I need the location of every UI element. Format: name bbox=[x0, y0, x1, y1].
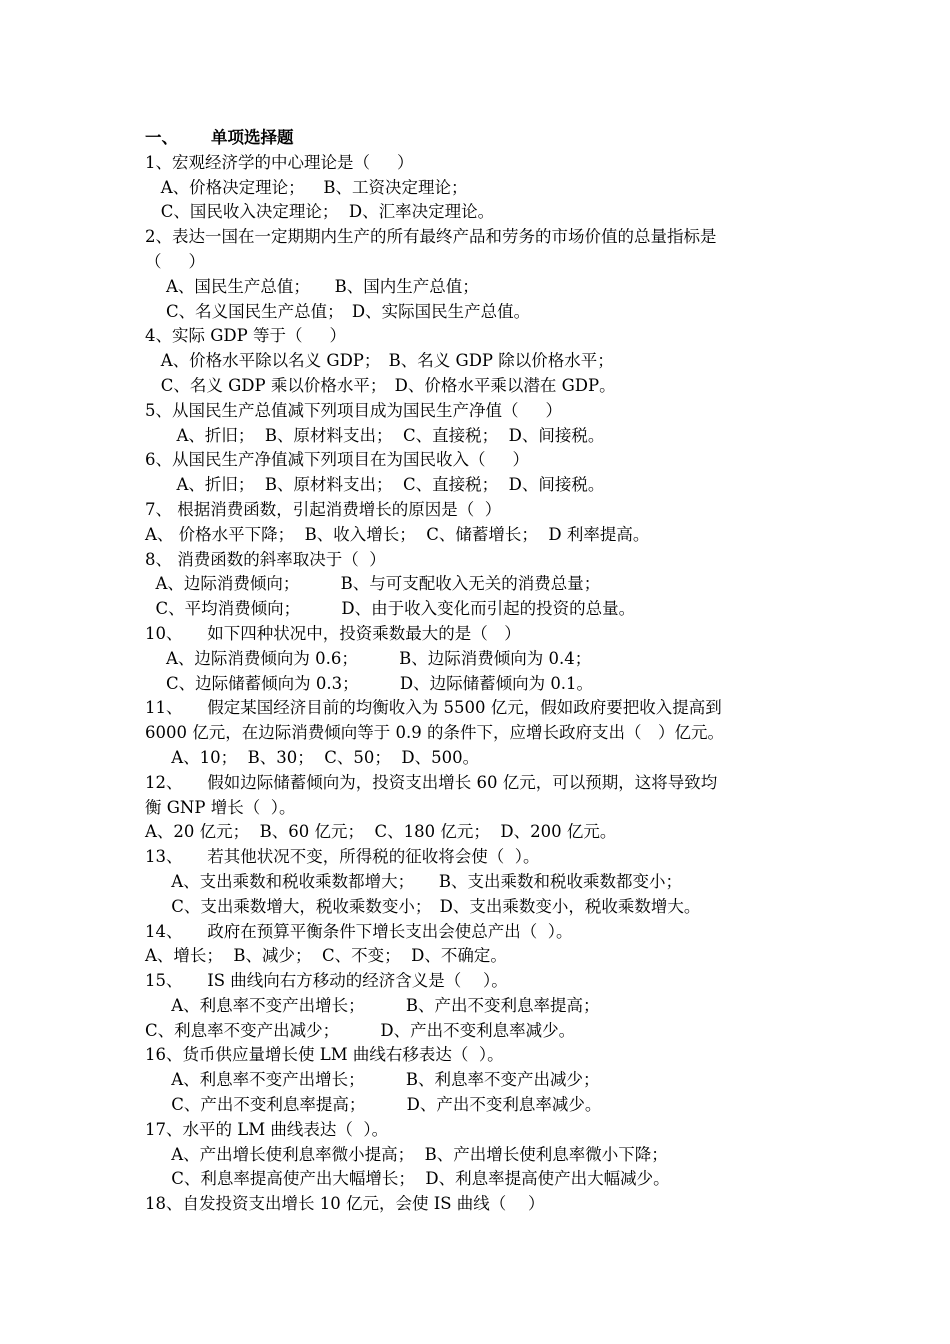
text-line: A、增长； B、减少； C、不变； D、不确定。 bbox=[145, 946, 507, 966]
text-line: A、10； B、30； C、50； D、500。 bbox=[145, 747, 480, 767]
question-list bbox=[145, 126, 815, 1217]
text-line: A、支出乘数和税收乘数都增大； B、支出乘数和税收乘数都变小； bbox=[145, 871, 683, 891]
text-line: 16、货币供应量增长使 LM 曲线右移表达（ ）。 bbox=[145, 1045, 504, 1065]
text-line: A、折旧； B、原材料支出； C、直接税； D、间接税。 bbox=[145, 425, 605, 445]
text-line: 17、水平的 LM 曲线表达（ ）。 bbox=[145, 1119, 389, 1139]
text-line: C、利息率提高使产出大幅增长； D、利息率提高使产出大幅减少。 bbox=[145, 1169, 670, 1189]
text-line: 2、表达一国在一定期期内生产的所有最终产品和劳务的市场价值的总量指标是 bbox=[145, 227, 717, 247]
text-line: 10、 如下四种状况中，投资乘数最大的是（ ） bbox=[145, 623, 521, 643]
text-line: C、利息率不变产出减少； D、产出不变利息率减少。 bbox=[145, 1020, 576, 1040]
question-lines bbox=[145, 151, 815, 1217]
text-line: A、价格水平除以名义 GDP； B、名义 GDP 除以价格水平； bbox=[145, 351, 614, 371]
text-line: 8、 消费函数的斜率取决于（ ） bbox=[145, 549, 386, 569]
text-line: 衡 GNP 增长（ ）。 bbox=[145, 797, 296, 817]
text-line: A、20 亿元； B、60 亿元； C、180 亿元； D、200 亿元。 bbox=[145, 822, 617, 842]
text-line: C、产出不变利息率提高； D、产出不变利息率减少。 bbox=[145, 1095, 602, 1115]
text-line: A、 价格水平下降； B、收入增长； C、储蓄增长； D 利率提高。 bbox=[145, 524, 650, 544]
text-line: A、产出增长使利息率微小提高； B、产出增长使利息率微小下降； bbox=[145, 1144, 668, 1164]
text-line: C、国民收入决定理论； D、汇率决定理论。 bbox=[145, 202, 495, 222]
text-line: A、价格决定理论； B、工资决定理论； bbox=[145, 177, 468, 197]
text-line: 6、从国民生产净值减下列项目在为国民收入（ ） bbox=[145, 450, 529, 470]
text-line: （ ） bbox=[145, 251, 205, 271]
text-line: A、国民生产总值； B、国内生产总值； bbox=[145, 276, 479, 296]
text-line: A、边际消费倾向； B、与可支配收入无关的消费总量； bbox=[145, 574, 601, 594]
text-line: A、利息率不变产出增长； B、产出不变利息率提高； bbox=[145, 995, 600, 1015]
text-line: 6000 亿元，在边际消费倾向等于 0.9 的条件下，应增长政府支出（ ）亿元。 bbox=[145, 723, 724, 743]
text-line: A、边际消费倾向为 0.6； B、边际消费倾向为 0.4； bbox=[145, 648, 592, 668]
text-line: 18、自发投资支出增长 10 亿元，会使 IS 曲线（ ） bbox=[145, 1194, 545, 1214]
text-line: 15、 IS 曲线向右方移动的经济含义是（ ）。 bbox=[145, 971, 508, 991]
text-line: C、支出乘数增大，税收乘数变小； D、支出乘数变小，税收乘数增大。 bbox=[145, 896, 701, 916]
text-line: C、边际储蓄倾向为 0.3； D、边际储蓄倾向为 0.1。 bbox=[145, 673, 594, 693]
section-title: 一、 单项选择题 bbox=[145, 128, 294, 147]
text-line: C、名义 GDP 乘以价格水平； D、价格水平乘以潜在 GDP。 bbox=[145, 375, 616, 395]
text-line: 1、宏观经济学的中心理论是（ ） bbox=[145, 152, 414, 172]
text-line: 12、 假如边际储蓄倾向为，投资支出增长 60 亿元，可以预期，这将导致均 bbox=[145, 772, 718, 792]
text-line: C、名义国民生产总值； D、实际国民生产总值。 bbox=[145, 301, 531, 321]
text-line: A、折旧； B、原材料支出； C、直接税； D、间接税。 bbox=[145, 475, 605, 495]
text-line: A、利息率不变产出增长； B、利息率不变产出减少； bbox=[145, 1070, 600, 1090]
text-line: C、平均消费倾向； D、由于收入变化而引起的投资的总量。 bbox=[145, 599, 636, 619]
text-line: 7、 根据消费函数，引起消费增长的原因是（ ） bbox=[145, 499, 502, 519]
text-line: 4、实际 GDP 等于（ ） bbox=[145, 326, 346, 346]
text-line: 14、 政府在预算平衡条件下增长支出会使总产出（ ）。 bbox=[145, 921, 573, 941]
text-line: 13、 若其他状况不变，所得税的征收将会使（ ）。 bbox=[145, 847, 540, 867]
text-line: 5、从国民生产总值减下列项目成为国民生产净值（ ） bbox=[145, 400, 562, 420]
text-line: 11、 假定某国经济目前的均衡收入为 5500 亿元，假如政府要把收入提高到 bbox=[145, 698, 722, 718]
